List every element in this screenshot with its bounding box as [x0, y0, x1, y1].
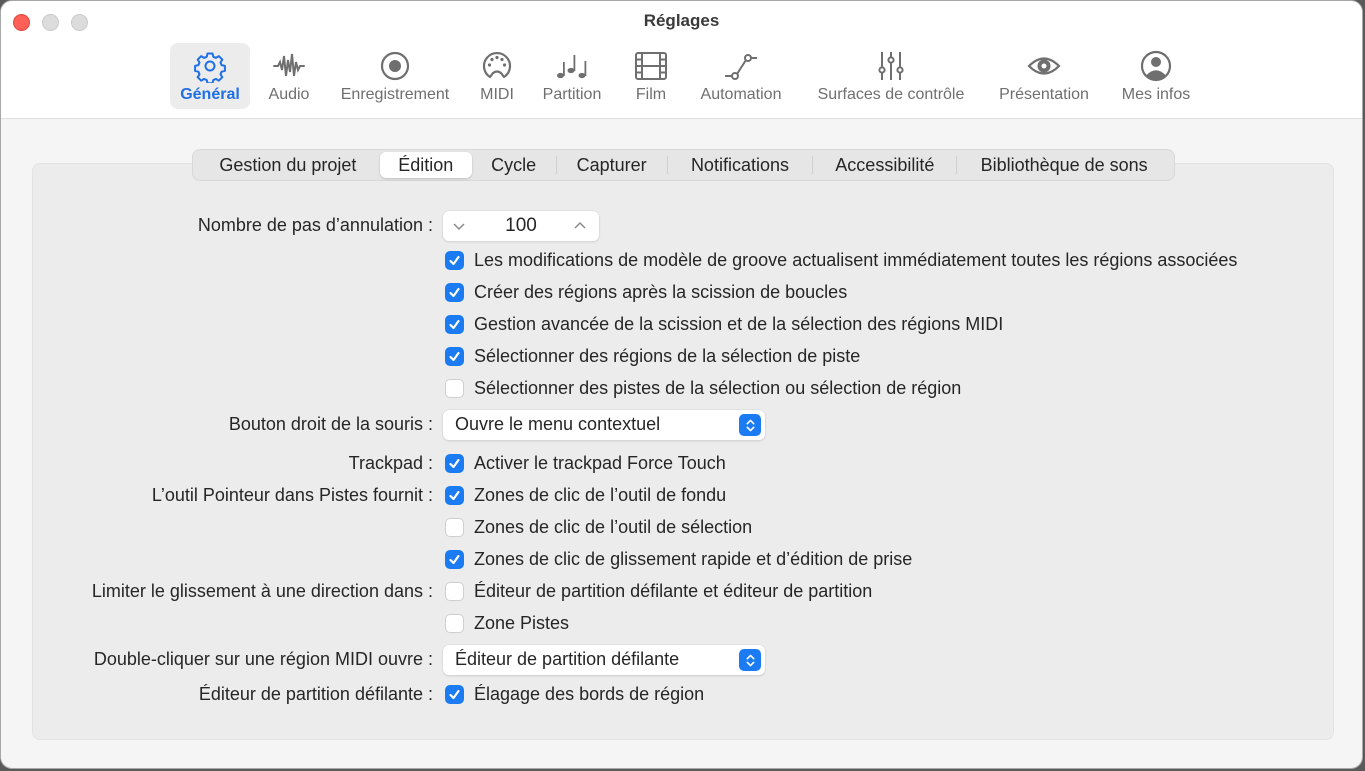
checkbox-label: Élagage des bords de région	[474, 684, 705, 704]
window-title: Réglages	[643, 11, 720, 30]
pointer-tool-row	[1, 481, 1363, 509]
record-icon	[378, 49, 412, 83]
select-tracks-row	[1, 374, 1363, 402]
fade-tool-checkbox[interactable]	[445, 486, 464, 505]
undo-steps-row	[1, 211, 1363, 239]
select-tracks-checkbox[interactable]	[445, 379, 464, 398]
double-click-midi-value: Éditeur de partition défilante	[455, 649, 680, 669]
checkbox-label: Sélectionner des pistes de la sélection ou sélection de région	[474, 378, 962, 398]
tab-cycle[interactable]	[472, 152, 556, 178]
toolbar-label: Automation	[700, 86, 782, 103]
toolbar-control-surfaces[interactable]	[806, 43, 976, 109]
trackpad-row	[1, 449, 1363, 477]
select-regions-checkbox[interactable]	[445, 347, 464, 366]
right-mouse-value: Ouvre le menu contextuel	[455, 414, 661, 434]
limit-drag-row	[1, 577, 1363, 605]
groove-update-checkbox[interactable]	[445, 251, 464, 270]
double-click-midi-label: Double-cliquer sur une région MIDI ouvre :	[93, 649, 433, 669]
title-bar	[1, 1, 1362, 119]
select-regions-row	[1, 342, 1363, 370]
toolbar-automation[interactable]	[691, 43, 791, 109]
tab-label: Accessibilité	[835, 154, 935, 175]
toolbar-recording[interactable]	[334, 43, 456, 109]
checkmark-icon	[448, 318, 461, 331]
toolbar-audio[interactable]	[259, 43, 319, 109]
checkmark-icon	[448, 489, 461, 502]
limit-drag-editors-checkbox[interactable]	[445, 582, 464, 601]
music-notes-icon	[555, 49, 589, 83]
checkmark-icon	[448, 457, 461, 470]
checkbox-label: Créer des régions après la scission de boucles	[474, 282, 848, 302]
toolbar-label: Partition	[542, 86, 602, 103]
person-circle-icon	[1139, 49, 1173, 83]
popup-arrows-icon	[739, 649, 761, 671]
tracks-area-row	[1, 609, 1363, 637]
toolbar-label: Général	[180, 86, 240, 103]
sliders-icon	[874, 49, 908, 83]
eye-icon	[1027, 49, 1061, 83]
checkbox-label: Zones de clic de l’outil de fondu	[474, 485, 727, 505]
force-touch-checkbox[interactable]	[445, 454, 464, 473]
toolbar-my-info[interactable]	[1114, 43, 1198, 109]
toolbar-label: Audio	[268, 86, 310, 103]
midi-connector-icon	[480, 49, 514, 83]
gear-icon	[193, 49, 227, 83]
double-click-midi-popup[interactable]	[443, 645, 765, 675]
tab-label: Cycle	[491, 154, 537, 175]
create-regions-checkbox[interactable]	[445, 283, 464, 302]
toolbar-general[interactable]	[170, 43, 250, 109]
advanced-split-row	[1, 310, 1363, 338]
film-strip-icon	[634, 49, 668, 83]
checkbox-label: Activer le trackpad Force Touch	[474, 453, 726, 473]
checkbox-label: Les modifications de modèle de groove actualisent immédiatement toutes les régions associées	[474, 250, 1238, 270]
tab-notifications[interactable]	[668, 152, 813, 178]
tab-sound-library[interactable]	[957, 152, 1171, 178]
undo-steps-label: Nombre de pas d’annulation :	[197, 215, 433, 235]
checkmark-icon	[448, 688, 461, 701]
undo-steps-value[interactable]: 100	[505, 215, 537, 236]
limit-drag-tracks-checkbox[interactable]	[445, 614, 464, 633]
checkbox-label: Gestion avancée de la scission et de la sélection des régions MIDI	[474, 314, 1004, 334]
toolbar-label: Film	[635, 86, 667, 103]
right-mouse-label: Bouton droit de la souris :	[228, 414, 433, 434]
piano-roll-row	[1, 680, 1363, 708]
tab-label: Édition	[398, 154, 454, 175]
tab-bar	[192, 149, 1175, 181]
toolbar-label: Mes infos	[1121, 86, 1191, 103]
tab-editing[interactable]	[380, 152, 472, 178]
trackpad-label: Trackpad :	[348, 453, 433, 473]
groove-update-row	[1, 246, 1363, 274]
tab-project-handling[interactable]	[196, 152, 380, 178]
tab-capture[interactable]	[557, 152, 667, 178]
toolbar-label: Présentation	[999, 86, 1089, 103]
toolbar-score[interactable]	[535, 43, 609, 109]
checkbox-label: Zones de clic de l’outil de sélection	[474, 517, 753, 537]
checkbox-label: Zones de clic de glissement rapide et d’édition de prise	[474, 549, 913, 569]
limit-drag-label: Limiter le glissement à une direction dans :	[91, 581, 433, 601]
tab-label: Notifications	[690, 154, 789, 175]
right-mouse-popup[interactable]	[443, 410, 765, 440]
toolbar-display[interactable]	[991, 43, 1097, 109]
toolbar-midi[interactable]	[471, 43, 523, 109]
create-regions-row	[1, 278, 1363, 306]
marquee-tool-checkbox[interactable]	[445, 518, 464, 537]
marquee-tool-row	[1, 513, 1363, 541]
tab-label: Gestion du projet	[219, 154, 357, 175]
toolbar-label: Surfaces de contrôle	[817, 86, 965, 103]
pointer-tool-label: L’outil Pointeur dans Pistes fournit :	[151, 485, 433, 505]
piano-roll-label: Éditeur de partition défilante :	[198, 684, 433, 704]
tab-label: Bibliothèque de sons	[980, 154, 1148, 175]
undo-steps-stepper[interactable]	[443, 211, 599, 241]
tab-label: Capturer	[576, 154, 647, 175]
checkmark-icon	[448, 286, 461, 299]
toolbar-label: MIDI	[480, 86, 514, 103]
advanced-split-checkbox[interactable]	[445, 315, 464, 334]
waveform-icon	[272, 49, 306, 83]
popup-arrows-icon	[739, 414, 761, 436]
checkmark-icon	[448, 254, 461, 267]
checkbox-label: Zone Pistes	[474, 613, 570, 633]
checkbox-label: Sélectionner des régions de la sélection de piste	[474, 346, 861, 366]
quick-swipe-row	[1, 545, 1363, 573]
checkbox-label: Éditeur de partition défilante et éditeur de partition	[474, 581, 873, 601]
chevron-up-icon[interactable]	[573, 219, 587, 233]
toolbar-film[interactable]	[626, 43, 676, 109]
checkmark-icon	[448, 350, 461, 363]
quick-swipe-checkbox[interactable]	[445, 550, 464, 569]
toolbar-label: Enregistrement	[340, 86, 450, 103]
automation-curve-icon	[724, 49, 758, 83]
tab-accessibility[interactable]	[813, 152, 956, 178]
region-border-trim-checkbox[interactable]	[445, 685, 464, 704]
checkmark-icon	[448, 553, 461, 566]
